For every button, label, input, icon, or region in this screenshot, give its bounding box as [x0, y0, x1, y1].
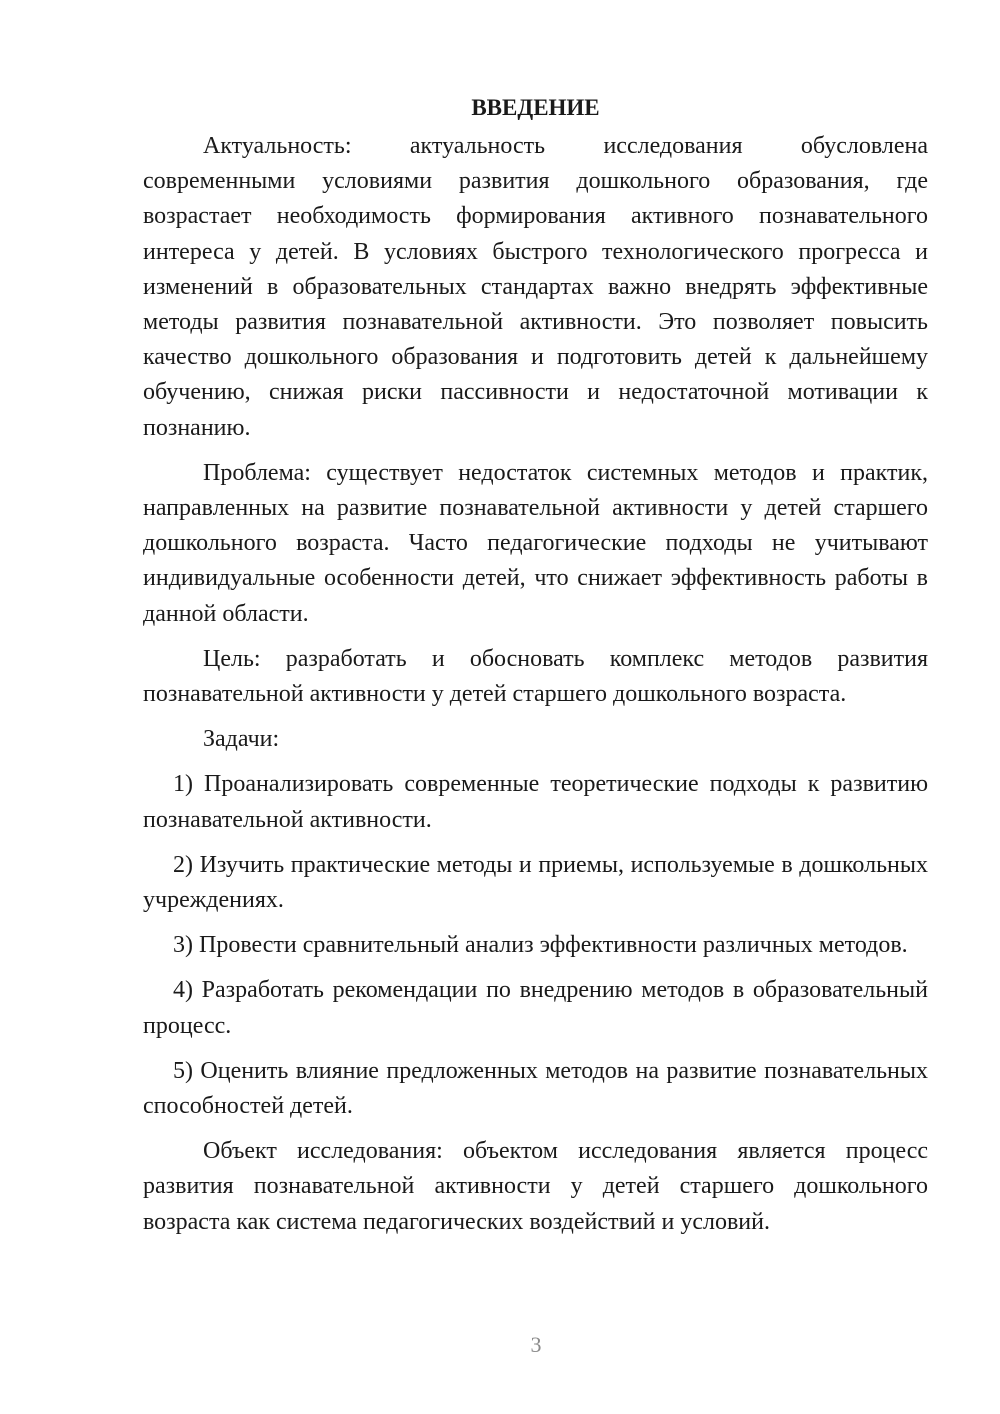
section-heading: ВВЕДЕНИЕ	[471, 95, 600, 120]
task-item: 5) Оценить влияние предложенных методов на развитие познавательных способностей детей.	[143, 1057, 928, 1120]
task-item: 4) Разработать рекомендации по внедрению методов в образовательный процесс.	[143, 977, 928, 1039]
tasks-label: Задачи:	[203, 726, 280, 753]
problem-paragraph: Проблема: существует недостаток системных методов и практик, направленных на развитие познавательной активности у детей старшего дошкольного возраста. Часто педагогические подходы не учитывают индивидуальные особенности детей, что снижает эффективность работы в данной области.	[143, 459, 928, 627]
task-item: 3) Провести сравнительный анализ эффективности различных методов.	[173, 932, 908, 959]
goal-paragraph: Цель: разработать и обосновать комплекс методов развития познавательной активности у детей старшего дошкольного возраста.	[143, 645, 928, 708]
task-item: 1) Проанализировать современные теоретические подходы к развитию познавательной активности.	[143, 771, 928, 833]
task-item: 2) Изучить практические методы и приемы, используемые в дошкольных учреждениях.	[143, 851, 928, 914]
page-content	[143, 92, 928, 1250]
object-paragraph: Объект исследования: объектом исследования является процесс развития познавательной активности у детей старшего дошкольного возраста как система педагогических воздействий и условий.	[143, 1138, 928, 1235]
page-number: 3	[530, 1332, 542, 1357]
relevance-paragraph: Актуальность: актуальность исследования обусловлена современными условиями развития дошкольного образования, где возрастает необходимость формирования активного познавательного интереса у детей. В условиях быстрого технологического прогресса и изменений в образовательных стандартах важно внедрять эффективные методы развития познавательной активности. Это позволяет повысить качество дошкольного образования и подготовить детей к дальнейшему обучению, снижая риски пассивности и недостаточной мотивации к познанию.	[143, 133, 928, 441]
